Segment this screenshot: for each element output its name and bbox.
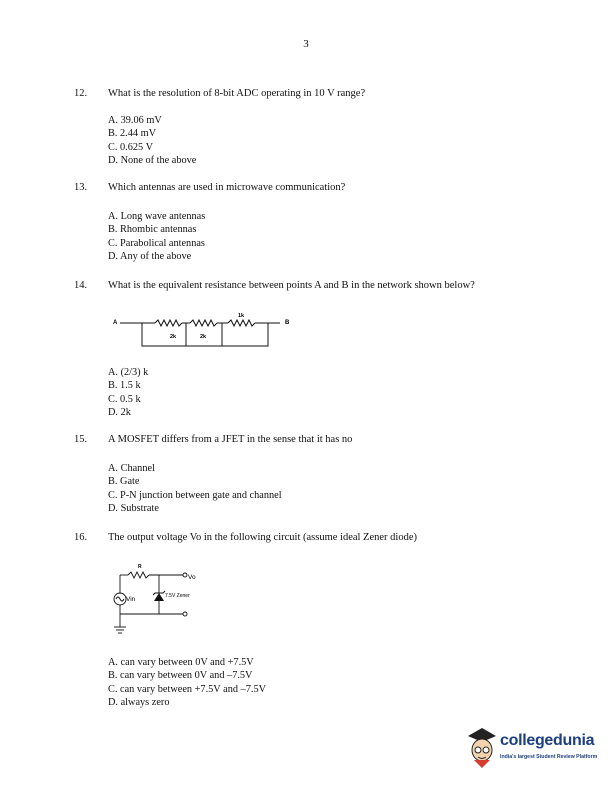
options-list	[108, 210, 205, 263]
option: B. Rhombic antennas	[108, 224, 197, 236]
question-number: 13.	[74, 182, 88, 193]
resistor-2k-right	[190, 320, 217, 326]
option: C. P-N junction between gate and channel	[108, 489, 282, 501]
resistor-2k-label-left: 2k	[170, 334, 177, 340]
brand-tagline: India's largest Student Review Platform	[500, 754, 598, 760]
options-list	[108, 462, 282, 515]
options-list	[108, 366, 148, 419]
option: D. Any of the above	[108, 250, 192, 262]
option: A. 39.06 mV	[108, 115, 162, 126]
node-a-label: A	[113, 320, 118, 326]
option: D. 2k	[108, 406, 131, 418]
option: B. can vary between 0V and –7.5V	[108, 670, 253, 682]
options-list	[108, 114, 196, 167]
question-number: 12.	[74, 88, 88, 99]
question-number: 14.	[74, 280, 88, 291]
option: C. Parabolical antennas	[108, 237, 205, 249]
resistor-network-diagram	[100, 306, 310, 356]
option: C. 0.625 V	[108, 141, 154, 153]
question-text: What is the resolution of 8-bit ADC operating in 10 V range?	[108, 88, 366, 99]
resistor-1k-label: 1k	[238, 313, 245, 319]
option: B. 1.5 k	[108, 380, 141, 392]
resistor-2k-label-right: 2k	[200, 334, 207, 340]
option: B. Gate	[108, 476, 140, 488]
resistor-r	[128, 572, 149, 578]
zener-circuit-diagram	[104, 560, 214, 640]
resistor-r-label: R	[138, 564, 142, 570]
node-b-label: B	[285, 320, 290, 326]
question-text: A MOSFET differs from a JFET in the sense that it has no	[108, 434, 353, 445]
option: D. None of the above	[108, 154, 197, 166]
option: A. Long wave antennas	[108, 211, 206, 222]
question-number: 16.	[74, 532, 88, 543]
option: C. 0.5 k	[108, 393, 141, 405]
option: D. Substrate	[108, 502, 159, 514]
vo-terminal	[183, 573, 187, 577]
ground-terminal	[183, 612, 187, 616]
zener-diode	[154, 593, 164, 601]
question-text: What is the equivalent resistance between points A and B in the network shown below?	[108, 280, 475, 291]
ac-source-wave	[116, 597, 124, 601]
option: B. 2.44 mV	[108, 128, 157, 140]
collegedunia-mascot-icon	[464, 724, 500, 770]
option: A. can vary between 0V and +7.5V	[108, 657, 254, 668]
option: A. (2/3) k	[108, 367, 149, 378]
question-number: 15.	[74, 434, 88, 445]
vin-label: Vin	[126, 596, 136, 603]
option: C. can vary between +7.5V and –7.5V	[108, 683, 267, 695]
zener-label: 7.5V Zener	[165, 593, 190, 599]
option: A. Channel	[108, 463, 155, 474]
page-number: 3	[303, 38, 309, 50]
resistor-1k	[228, 320, 255, 326]
question-text: The output voltage Vo in the following circuit (assume ideal Zener diode)	[108, 532, 417, 543]
resistor-2k-left	[155, 320, 182, 326]
options-list	[108, 656, 266, 709]
option: D. always zero	[108, 696, 170, 708]
brand-name: collegedunia	[500, 732, 595, 749]
question-text: Which antennas are used in microwave communication?	[108, 182, 346, 193]
vo-label: Vo	[188, 574, 196, 581]
